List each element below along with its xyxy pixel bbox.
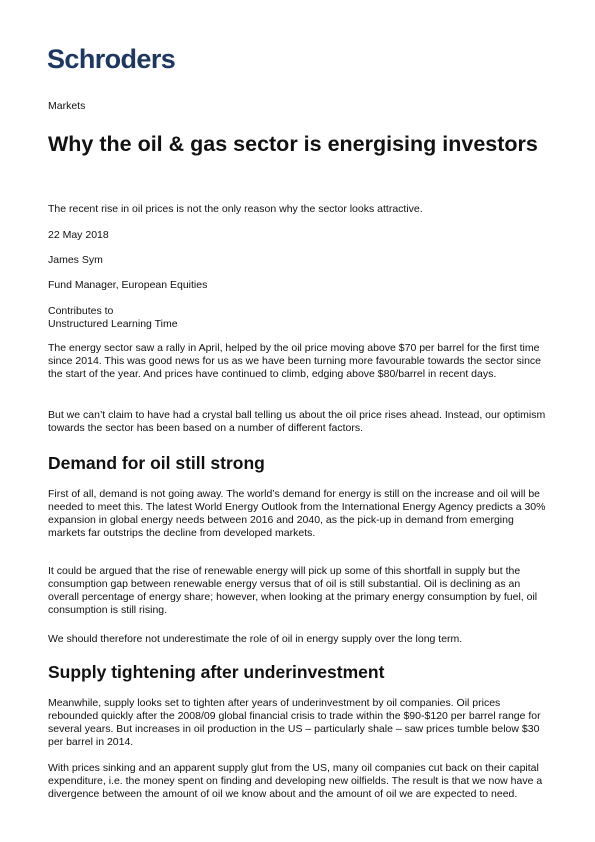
category-label: Markets (48, 100, 86, 112)
section-heading-supply: Supply tightening after underinvestment (48, 662, 385, 682)
demand-paragraph-2: It could be argued that the rise of renewable energy will pick up some of this shortfall in supply but the consumption gap between renewable energy versus that of oil is still substantial. Oil is declining as an overall percentage of energy share; however, when looking at the primary energy consumption by fuel, oil consumption is still rising. (48, 565, 538, 616)
contributes-label: Contributes to (48, 305, 114, 317)
demand-paragraph-1: First of all, demand is not going away. The world’s demand for energy is still on the increase and oil will be needed to meet this. The latest World Energy Outlook from the International Energy Agency predicts a 30% expansion in global energy needs between 2016 and 2040, as the pick-up in demand from emerging markets far outstrips the decline from developed markets. (48, 488, 546, 539)
demand-paragraph-3: We should therefore not underestimate the role of oil in energy supply over the long term. (48, 633, 463, 645)
contributes-block (48, 305, 178, 331)
intro-paragraph-1: The energy sector saw a rally in April, helped by the oil price moving above $70 per barrel for the first time since 2014. This was good news for us as we have been turning more favourable towards the sector since the start of the year. And prices have continued to climb, edging above $80/barrel in recent days. (48, 342, 541, 380)
author-role: Fund Manager, European Equities (48, 279, 208, 291)
author-name: James Sym (48, 254, 103, 266)
article-title: Why the oil & gas sector is energising investors (48, 132, 538, 156)
supply-paragraph-1: Meanwhile, supply looks set to tighten after years of underinvestment by oil companies. Oil prices rebounded quickly after the 2008/09 global financial crisis to trade within the $90-$120 per barrel range for several years. But increases in oil production in the US – particularly shale – saw prices tumble below $30 per barrel in 2014. (48, 697, 541, 748)
article-standfirst: The recent rise in oil prices is not the only reason why the sector looks attractive. (48, 203, 423, 215)
schroders-logo: Schroders (47, 44, 176, 74)
contributes-value: Unstructured Learning Time (48, 318, 178, 330)
section-heading-demand: Demand for oil still strong (48, 453, 265, 473)
supply-paragraph-2: With prices sinking and an apparent supply glut from the US, many oil companies cut back on their capital expenditure, i.e. the money spent on finding and developing new oilfields. The result is that we now have a divergence between the amount of oil we know about and the amount of oil we are expected to need. (48, 762, 543, 800)
publish-date: 22 May 2018 (48, 229, 109, 241)
intro-paragraph-2: But we can’t claim to have had a crystal ball telling us about the oil price rises ahead. Instead, our optimism towards the sector has been based on a number of different factors. (48, 409, 546, 434)
